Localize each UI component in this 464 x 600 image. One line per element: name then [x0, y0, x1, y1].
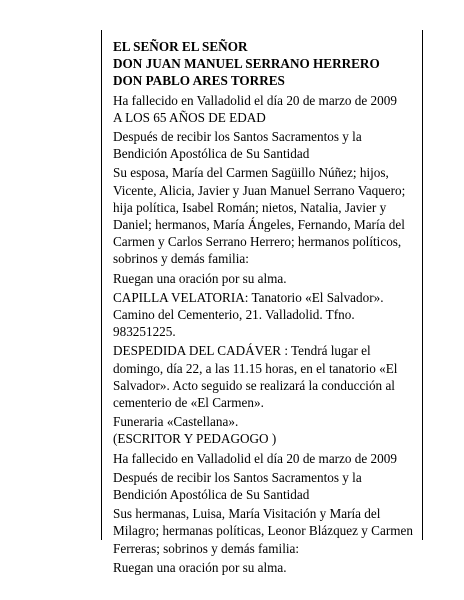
- obituary-notice: [101, 30, 423, 575]
- chapel-statement: CAPILLA VELATORIA: Tanatorio «El Salvador». Camino del Cementerio, 21. Valladolid. Tfno. 983251225.: [113, 289, 384, 340]
- header-line-3: DON PABLO ARES TORRES: [113, 73, 285, 89]
- death-statement-1: Ha fallecido en Valladolid el día 20 de marzo de 2009: [113, 92, 397, 108]
- prayer-statement-1: Ruegan una oración por su alma.: [113, 270, 287, 286]
- farewell-statement: DESPEDIDA DEL CADÁVER : Tendrá lugar el domingo, día 22, a las 11.15 horas, en el tanatorio «El Salvador». Acto seguido se realizará la conducción al cementerio de «El Carmen».: [113, 343, 398, 411]
- sacraments-statement-1: Después de recibir los Santos Sacramentos y la Bendición Apostólica de Su Santidad: [113, 129, 362, 162]
- death-statement-2: Ha fallecido en Valladolid el día 20 de marzo de 2009: [113, 450, 397, 466]
- profession-statement-2: (ESCRITOR Y PEDAGOGO ): [113, 431, 277, 447]
- sacraments-statement-2: Después de recibir los Santos Sacramentos y la Bendición Apostólica de Su Santidad: [113, 469, 362, 503]
- age-statement-1: A LOS 65 AÑOS DE EDAD: [113, 109, 266, 125]
- family-statement-2: Sus hermanas, Luisa, María Visitación y María del Milagro; hermanas políticas, Leonor Blázquez y Carmen Ferreras; sobrinos y demás familia:: [113, 506, 413, 556]
- header-line-2: DON JUAN MANUEL SERRANO HERRERO: [113, 56, 380, 72]
- prayer-statement-2: Ruegan una oración por su alma.: [113, 559, 287, 575]
- family-statement-1: Su esposa, María del Carmen Sagüillo Núñez; hijos, Vicente, Alicia, Javier y Juan Manuel Serrano Vaquero; hija política, Isabel Román; nietos, Natalia, Javier y Daniel; hermanos, María Ángeles, Fernando, María del Carmen y Carlos Serrano Herrero; hermanos políticos, sobrinos y demás familia:: [113, 165, 406, 267]
- funeral-home-statement: Funeraria «Castellana».: [113, 414, 239, 430]
- header-line-1: EL SEÑOR EL SEÑOR: [113, 39, 248, 54]
- obituary-content: [102, 30, 417, 576]
